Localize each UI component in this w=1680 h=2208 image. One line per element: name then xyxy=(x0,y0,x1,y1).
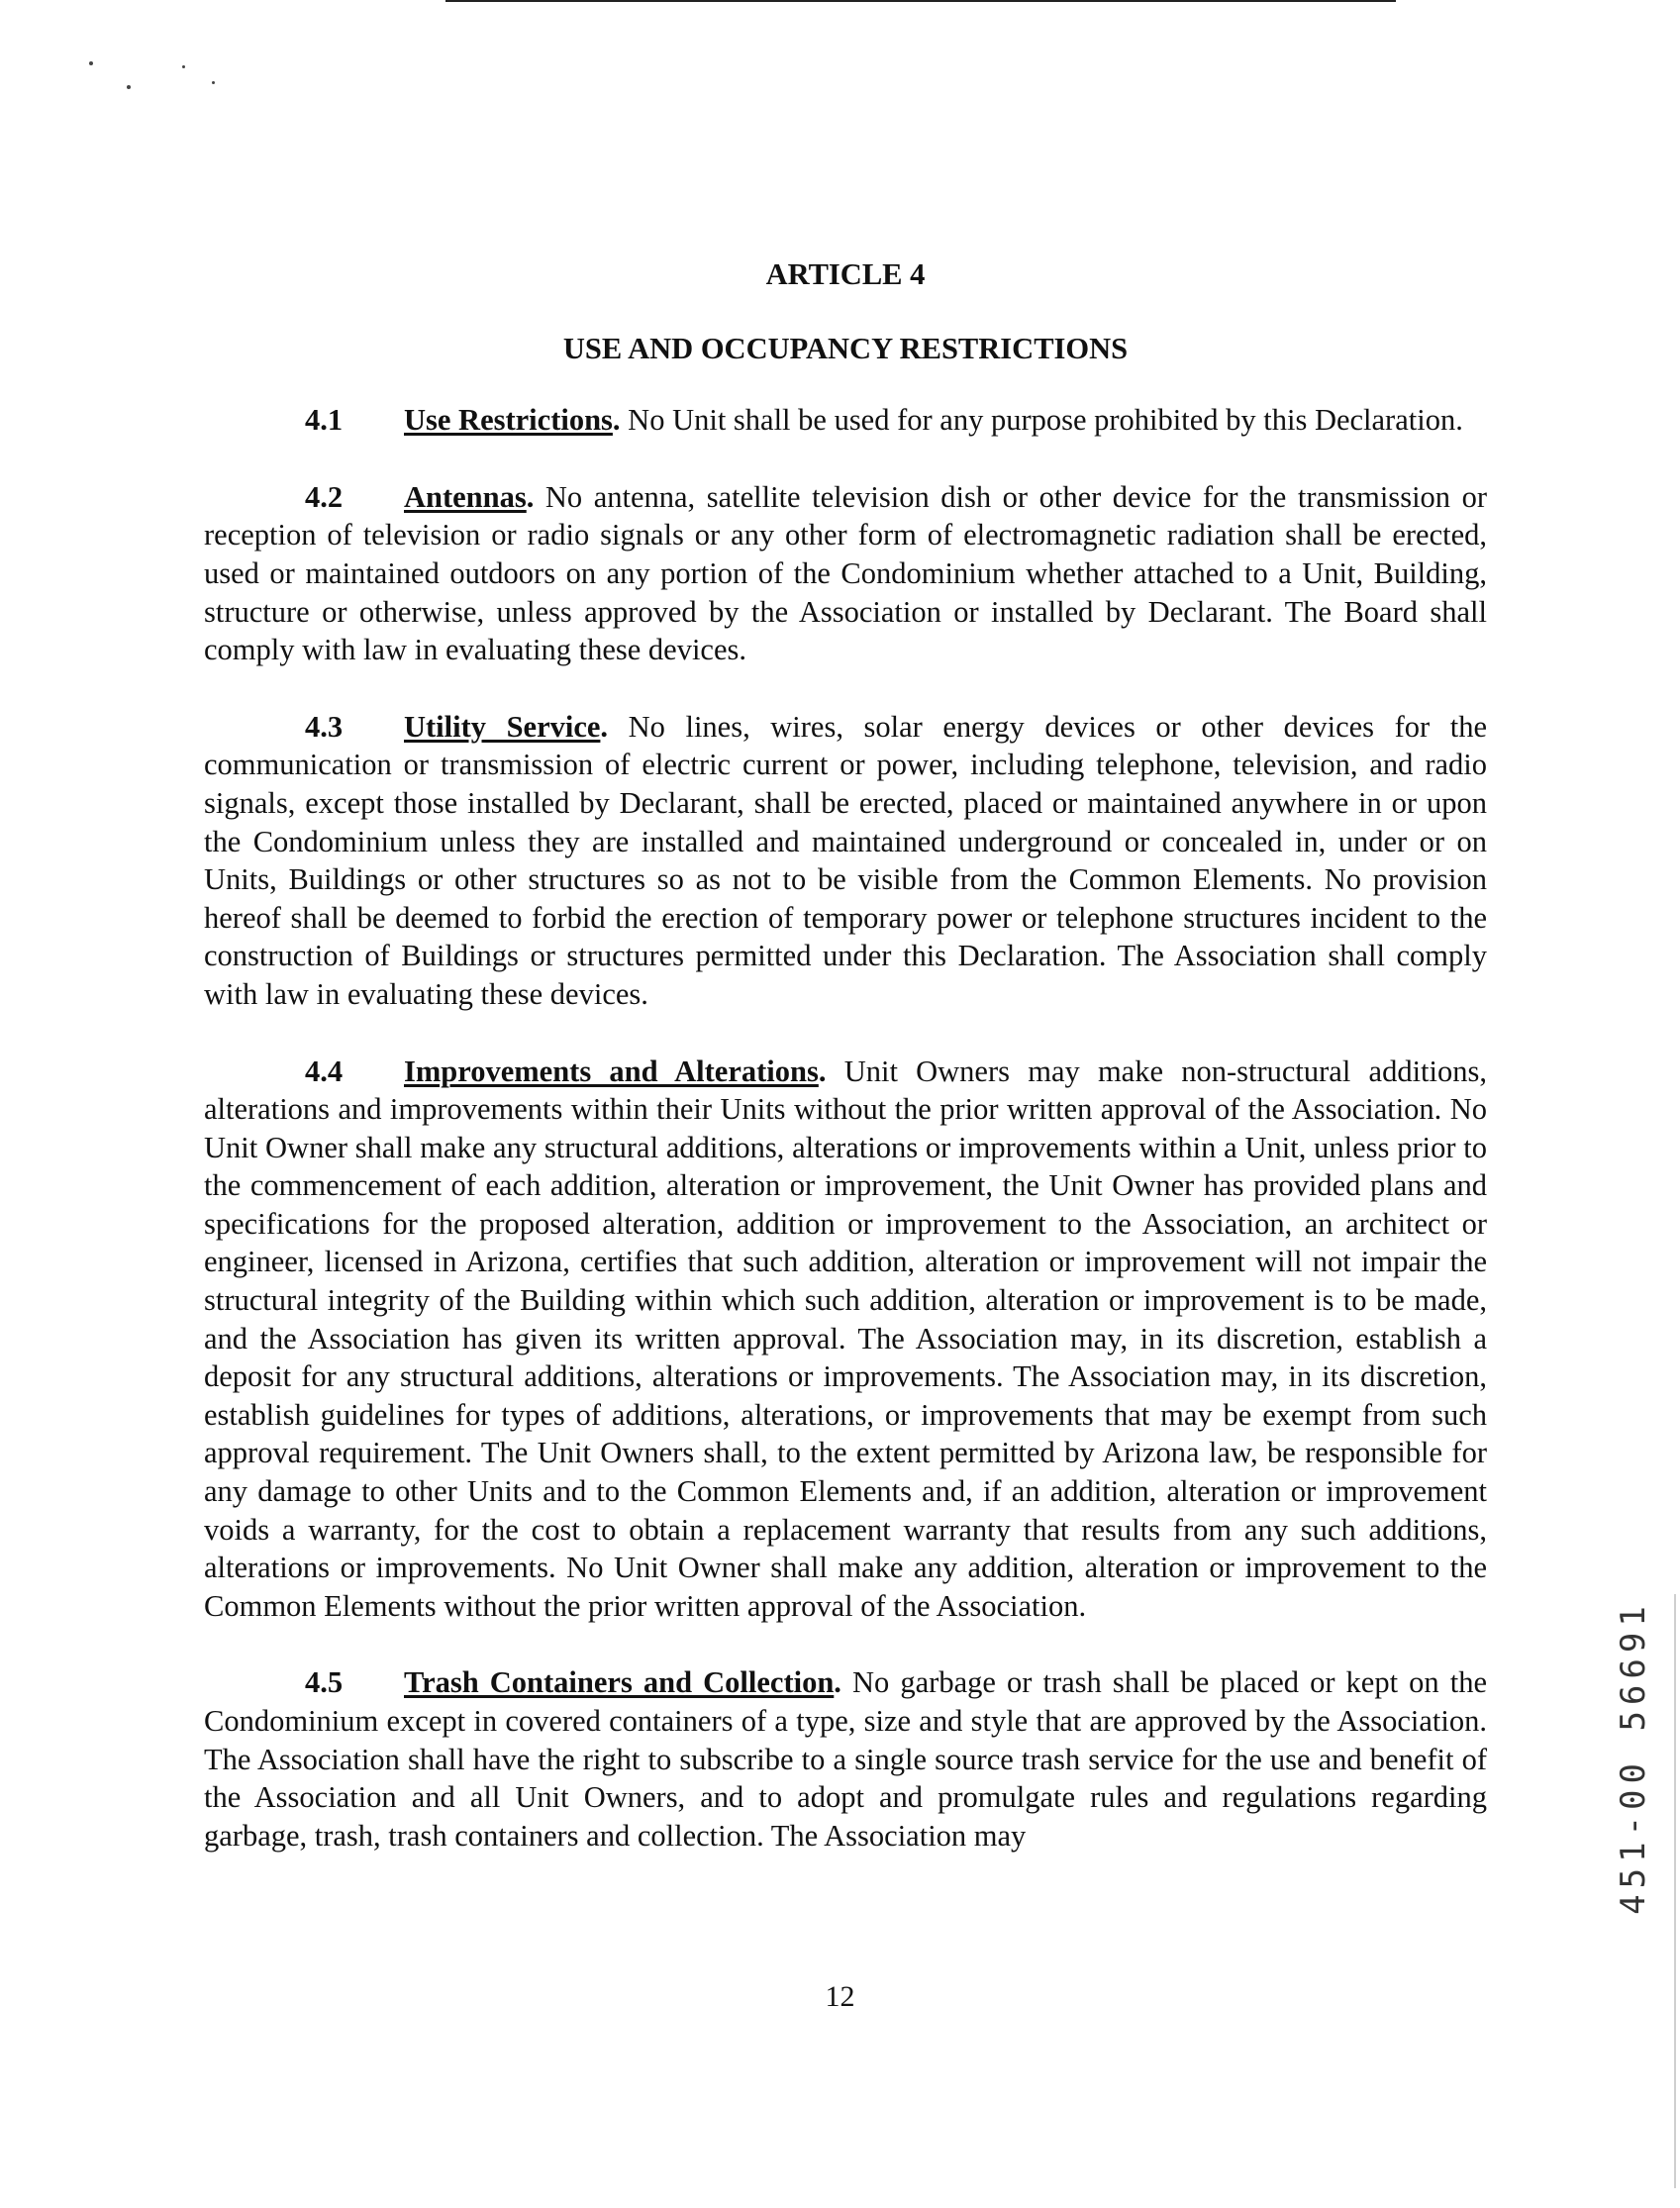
page-number: 12 xyxy=(825,1980,855,2013)
section-4-3: 4.3 Utility Service. No lines, wires, solar energy devices or other devices for the communication or transmission of electric current or power, including telephone, television, and radio signals, except those installed by Declarant, shall be erected, placed or maintained anywhere in or upon the Condominium unless they are installed and maintained underground or concealed in, under or on Units, Buildings or other structures so as not to be visible from the Common Elements. No provision hereof shall be deemed to forbid the erection of temporary power or telephone structures incident to the construction of Buildings or structures permitted under this Declaration. The Association shall comply with law in evaluating these devices. xyxy=(204,709,1487,1011)
document-body xyxy=(204,255,1487,1893)
section-title: Use Restrictions xyxy=(404,403,613,438)
scan-speck xyxy=(182,65,185,68)
section-text: Unit Owners may make non-structural additions, alterations and improvements within their Units without the prior written approval of the Association. No Unit Owner shall make any structural additions, alterations or improvements within a Unit, unless prior to the commencement of each addition, alteration or improvement, the Unit Owner has provided plans and specifications for the proposed alteration, addition or improvement to the Association, an architect or engineer, licensed in Arizona, certifies that such addition, alteration or improvement will not impair the structural integrity of the Building within which such addition, alteration or improvement is to be made, and the Association has given its written approval. The Association may, in its discretion, establish a deposit for any structural additions, alterations or improvements. The Association may, in its discretion, establish guidelines for types of additions, alterations, or improvements that may be exempt from such approval requirement. The Unit Owners shall, to the extent permitted by Arizona law, be responsible for any damage to other Units and to the Common Elements and, if an addition, alteration or improvement voids a warranty, for the cost to obtain a replacement warranty that results from any such additions, alterations or improvements. No Unit Owner shall make any addition, alteration or improvement to the Common Elements without the prior written approval of the Association. xyxy=(204,1054,1487,1623)
section-title: Improvements and Alterations xyxy=(404,1054,819,1088)
section-4-5: 4.5 Trash Containers and Collection. No garbage or trash shall be placed or kept on the Condominium except in covered containers of a type, size and style that are approved by the Association. The Association shall have the right to subscribe to a single source trash service for the use and benefit of the Association and all Unit Owners, and to adopt and promulgate rules and regulations regarding garbage, trash, trash containers and collection. The Association may xyxy=(204,1665,1487,1853)
recording-stamp xyxy=(1614,1599,1653,1916)
article-title: USE AND OCCUPANCY RESTRICTIONS xyxy=(562,331,1129,365)
section-text: No lines, wires, solar energy devices or other devices for the communication or transmission of electric current or power, including telephone, television, and radio signals, except those installed by Declarant, shall be erected, placed or maintained anywhere in or upon the Condominium unless they are installed and maintained underground or concealed in, under or on Units, Buildings or other structures so as not to be visible from the Common Elements. No provision hereof shall be deemed to forbid the erection of temporary power or telephone structures incident to the construction of Buildings or structures permitted under this Declaration. The Association shall comply with law in evaluating these devices. xyxy=(204,709,1487,1011)
right-edge-rule xyxy=(1674,1594,1676,2188)
recording-stamp-text: 451-00 56691 xyxy=(1614,1600,1653,1915)
scan-speck xyxy=(89,61,93,65)
section-text: No Unit shall be used for any purpose prohibited by this Declaration. xyxy=(628,403,1463,438)
article-number: ARTICLE 4 xyxy=(765,257,926,291)
section-title: Antennas xyxy=(404,479,527,514)
scan-speck xyxy=(127,85,131,89)
section-4-4: 4.4 Improvements and Alterations. Unit Owners may make non-structural additions, alterations and improvements within their Units without the prior written approval of the Association. No Unit Owner shall make any structural additions, alterations or improvements within a Unit, unless prior to the commencement of each addition, alteration or improvement, the Unit Owner has provided plans and specifications for the proposed alteration, addition or improvement to the Association, an architect or engineer, licensed in Arizona, certifies that such addition, alteration or improvement will not impair the structural integrity of the Building within which such addition, alteration or improvement is to be made, and the Association has given its written approval. The Association may, in its discretion, establish a deposit for any structural additions, alterations or improvements. The Association may, in its discretion, establish guidelines for types of additions, alterations, or improvements that may be exempt from such approval requirement. The Unit Owners shall, to the extent permitted by Arizona law, be responsible for any damage to other Units and to the Common Elements and, if an addition, alteration or improvement voids a warranty, for the cost to obtain a replacement warranty that results from any such additions, alterations or improvements. No Unit Owner shall make any addition, alteration or improvement to the Common Elements without the prior written approval of the Association. xyxy=(204,1054,1487,1623)
section-text: No garbage or trash shall be placed or kept on the Condominium except in covered containers of a type, size and style that are approved by the Association. The Association shall have the right to subscribe to a single source trash service for the use and benefit of the Association and all Unit Owners, and to adopt and promulgate rules and regulations regarding garbage, trash, trash containers and collection. The Association may xyxy=(204,1665,1487,1853)
top-edge-rule xyxy=(445,0,1396,2)
section-number: 4.3 xyxy=(305,709,344,744)
section-number: 4.4 xyxy=(305,1054,344,1088)
section-title: Utility Service xyxy=(404,709,601,744)
section-4-1: 4.1 Use Restrictions. No Unit shall be used for any purpose prohibited by this Declaration. xyxy=(204,401,1487,440)
section-number: 4.2 xyxy=(305,479,344,514)
section-title: Trash Containers and Collection xyxy=(404,1665,835,1700)
section-number: 4.5 xyxy=(305,1665,344,1700)
scan-speck xyxy=(212,81,215,84)
section-number: 4.1 xyxy=(305,403,344,438)
section-text: No antenna, satellite television dish or other device for the transmission or reception of television or radio signals or any other form of electromagnetic radiation shall be erected, used or maintained outdoors on any portion of the Condominium whether attached to a Unit, Building, structure or otherwise, unless approved by the Association or installed by Declarant. The Board shall comply with law in evaluating these devices. xyxy=(204,479,1487,667)
section-4-2: 4.2 Antennas. No antenna, satellite television dish or other device for the transmission or reception of television or radio signals or any other form of electromagnetic radiation shall be erected, used or maintained outdoors on any portion of the Condominium whether attached to a Unit, Building, structure or otherwise, unless approved by the Association or installed by Declarant. The Board shall comply with law in evaluating these devices. xyxy=(204,479,1487,667)
